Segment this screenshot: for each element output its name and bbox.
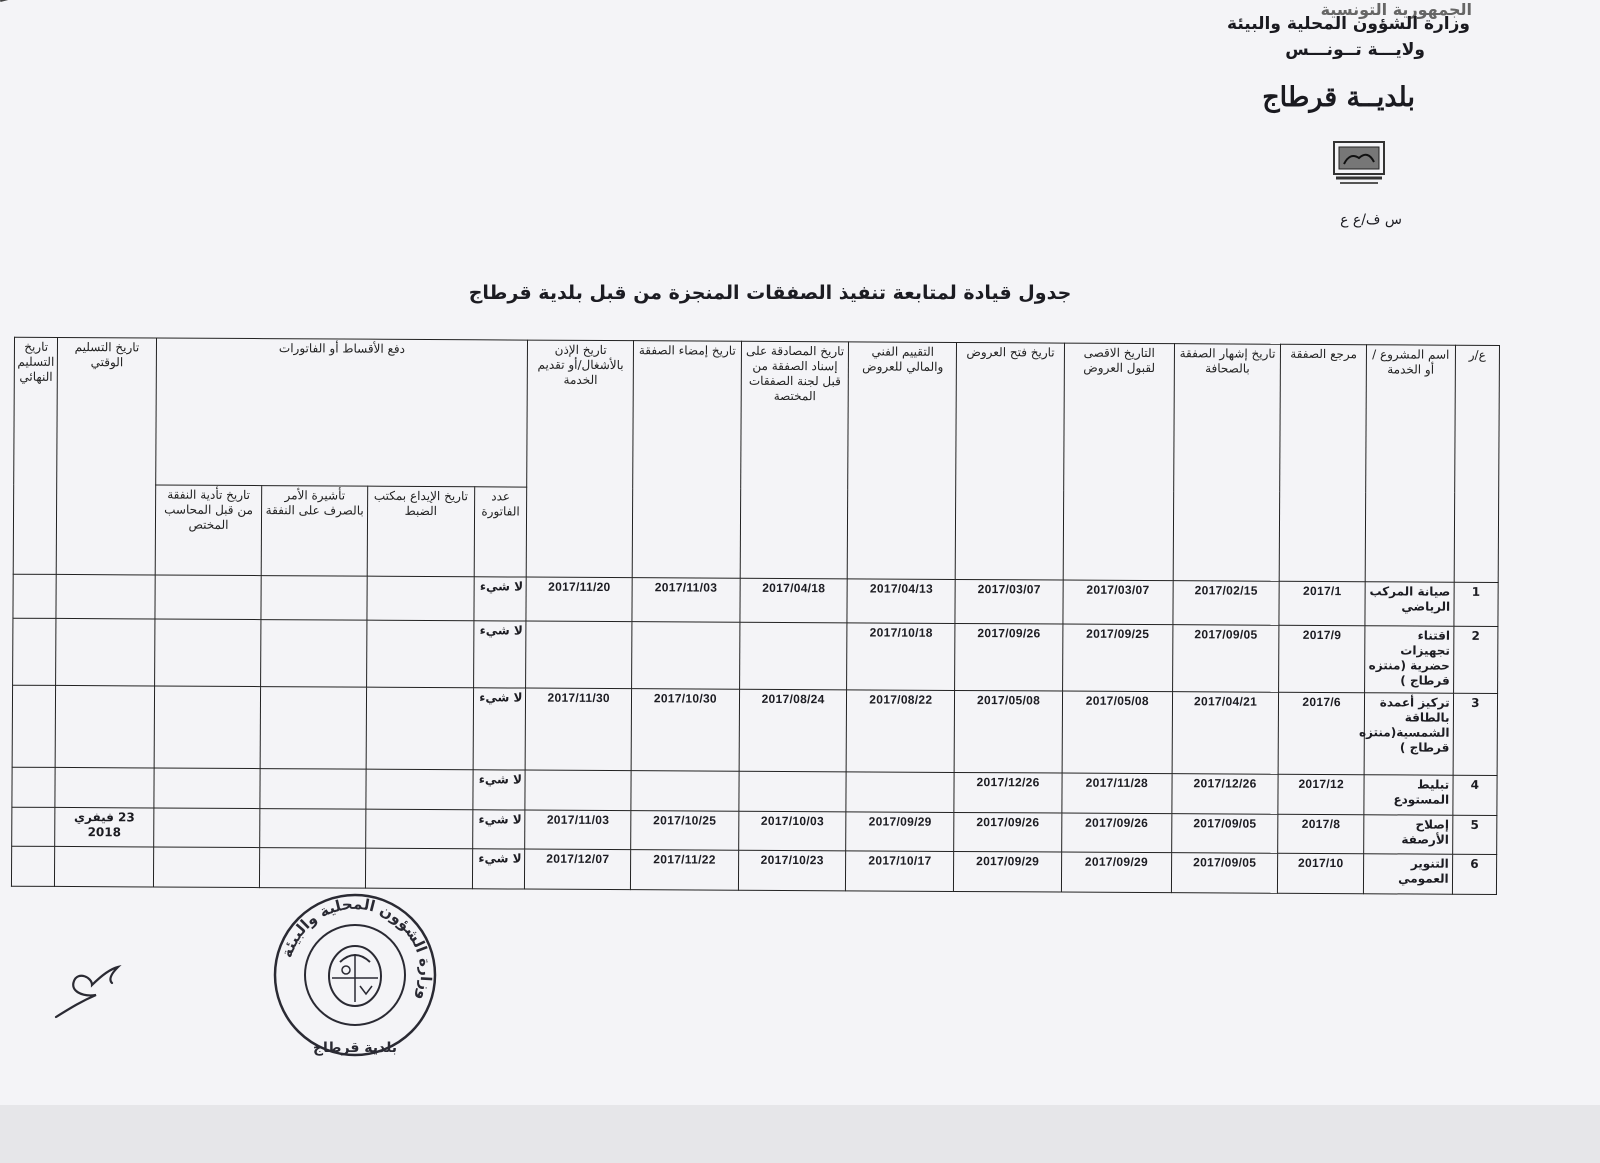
cell-order: 2017/11/30 [526, 688, 632, 771]
cell-num: 5 [1452, 815, 1497, 855]
col-header-order: تاريخ الإذن بالأشغال/أو تقديم الخدمة [527, 340, 634, 578]
cell-paid [153, 847, 260, 887]
cell-open: 2017/09/29 [954, 852, 1062, 892]
cell-visa [260, 848, 366, 888]
cell-deposit [367, 620, 474, 688]
cell-eval: 2017/10/18 [847, 623, 955, 691]
header-ministry: وزارة الشؤون المحلية والبيئة [1227, 14, 1470, 34]
scan-edge [0, 1105, 1600, 1163]
cell-deposit [366, 809, 473, 849]
header-municipality: بلديــة قرطاج [1262, 82, 1415, 113]
cell-invoice-count: لا شيء [472, 810, 525, 850]
cell-order: 2017/12/07 [525, 850, 631, 890]
cell-deadline: 2017/05/08 [1062, 691, 1172, 774]
table-header-row [14, 337, 1500, 492]
stamp-inner-text: بلدية قرطاج [312, 1040, 398, 1056]
col-header-paid: تاريخ تأدية النفقة من قبل المحاسب المختص [155, 485, 262, 576]
cell-sign: 2017/10/25 [631, 811, 739, 851]
cell-announce: 2017/09/05 [1171, 853, 1278, 893]
cell-eval: 2017/09/29 [846, 812, 954, 852]
cell-visa [260, 809, 366, 849]
cell-paid [153, 808, 260, 848]
cell-order: 2017/11/20 [526, 577, 632, 621]
cell-open: 2017/09/26 [955, 623, 1063, 691]
cell-ref: 2017/8 [1278, 814, 1364, 854]
table-row [13, 618, 1498, 694]
table-row [11, 847, 1496, 895]
cell-visa [261, 576, 367, 620]
cell-deposit [365, 849, 472, 889]
cell-prov-delivery [56, 686, 155, 769]
col-header-payments: دفع الأقساط أو الفاتورات [155, 338, 528, 487]
cell-announce: 2017/09/05 [1171, 814, 1278, 854]
col-header-eval: التقييم الفني والمالي للعروض [848, 342, 957, 580]
cell-prov-delivery [56, 574, 154, 618]
col-header-ref: مرجع الصفقة [1280, 344, 1367, 581]
cell-project: إصلاح الأرصفة [1364, 815, 1453, 855]
cell-deadline: 2017/09/29 [1061, 853, 1171, 893]
cell-num: 3 [1453, 694, 1498, 776]
cell-order [525, 770, 631, 810]
cell-deposit [366, 770, 473, 810]
col-header-approve: تاريخ المصادقة على إسناد الصفقة من قبل لجنة الصفقات المختصة [740, 341, 849, 579]
cell-visa [261, 619, 367, 687]
cell-final-delivery [13, 574, 57, 618]
cell-deadline: 2017/03/07 [1063, 580, 1173, 624]
col-header-deadline: التاريخ الاقصى لقبول العروض [1063, 343, 1174, 581]
cell-prov-delivery: 23 فيفري 2018 [55, 807, 153, 847]
header-republic: الجمهورية التونسية [1320, 0, 1472, 19]
cell-eval: 2017/08/22 [847, 690, 955, 773]
cell-ref: 2017/12 [1278, 775, 1364, 815]
cell-project: تركيز أعمدة بالطاقة الشمسية(منتزه قرطاج ) [1364, 693, 1453, 776]
cell-open: 2017/03/07 [955, 579, 1063, 623]
cell-deposit [366, 687, 473, 770]
cell-approve: 2017/10/03 [738, 811, 846, 851]
cell-sign: 2017/11/03 [632, 578, 740, 622]
cell-open: 2017/09/26 [954, 812, 1062, 852]
cell-visa [260, 687, 366, 770]
cell-approve: 2017/04/18 [740, 578, 848, 622]
col-header-final-delivery: تاريخ التسليم النهائي [13, 337, 58, 574]
cell-invoice-count: لا شيء [472, 849, 525, 889]
cell-prov-delivery [55, 768, 153, 808]
reference-code: س ف/ع ع [1340, 212, 1402, 228]
cell-deadline: 2017/09/25 [1062, 624, 1172, 692]
cell-deposit [367, 576, 474, 620]
cell-approve: 2017/08/24 [739, 690, 847, 773]
cell-paid [154, 768, 261, 808]
cell-order [526, 621, 632, 689]
cell-invoice-count: لا شيء [473, 688, 526, 770]
cell-ref: 2017/6 [1279, 693, 1365, 776]
col-header-open: تاريخ فتح العروض [955, 342, 1064, 580]
table-row [12, 685, 1497, 775]
cell-invoice-count: لا شيء [473, 620, 526, 688]
col-header-invoice-count: عدد الفاتورة [474, 487, 527, 577]
cell-final-delivery [12, 807, 56, 847]
cell-announce: 2017/02/15 [1173, 581, 1280, 625]
header-governorate: ولايـــة تــونـــس [1285, 40, 1425, 60]
cell-invoice-count: لا شيء [473, 770, 526, 810]
stamp-coat-of-arms-icon [329, 946, 381, 1006]
fold-line [0, 0, 83, 2]
col-header-announce: تاريخ إشهار الصفقة بالصحافة [1173, 344, 1281, 582]
cell-project: التنوير العمومي [1363, 854, 1452, 894]
cell-approve [739, 772, 847, 812]
cell-sign [631, 771, 739, 811]
document-title: جدول قيادة لمتابعة تنفيذ الصفقات المنجزة من قبل بلدية قرطاج [468, 282, 1072, 304]
handwritten-signature [52, 955, 128, 1025]
cell-ref: 2017/9 [1279, 625, 1365, 693]
col-header-deposit: تاريخ الإيداع بمكتب الضبط [367, 486, 474, 577]
cell-project: تبليط المستودع [1364, 775, 1453, 815]
cell-approve [739, 622, 847, 690]
cell-num: 6 [1452, 855, 1497, 895]
cell-sign: 2017/10/30 [631, 689, 739, 772]
cell-eval: 2017/04/13 [847, 579, 955, 623]
cell-paid [154, 619, 261, 687]
cell-num: 4 [1453, 776, 1498, 816]
municipality-emblem-icon [1330, 140, 1388, 186]
cell-num: 2 [1453, 626, 1498, 694]
cell-deadline: 2017/09/26 [1062, 813, 1172, 853]
cell-visa [260, 769, 366, 809]
cell-announce: 2017/12/26 [1172, 774, 1279, 814]
cell-announce: 2017/09/05 [1172, 624, 1279, 692]
cell-final-delivery [11, 847, 55, 887]
cell-prov-delivery [55, 847, 153, 887]
cell-order: 2017/11/03 [525, 810, 631, 850]
cell-sign [632, 621, 740, 689]
cell-eval: 2017/10/17 [846, 851, 954, 891]
cell-paid [154, 686, 261, 769]
cell-final-delivery [12, 768, 56, 808]
col-header-sign: تاريخ إمضاء الصفقة [632, 341, 741, 579]
cell-project: اقتناء تجهيزات حضرية (منتزه قرطاج ) [1365, 625, 1454, 693]
cell-project: صيانة المركب الرياضي [1365, 582, 1454, 626]
cell-approve: 2017/10/23 [738, 851, 846, 891]
stamp-outer-text: وزارة الشؤون المحلية والبيئة [277, 894, 436, 1003]
cell-open: 2017/12/26 [954, 773, 1062, 813]
cell-eval [846, 772, 954, 812]
cell-announce: 2017/04/21 [1172, 692, 1279, 775]
official-stamp [270, 890, 440, 1060]
contracts-table [11, 337, 1500, 895]
cell-final-delivery [13, 618, 57, 686]
cell-ref: 2017/10 [1278, 854, 1364, 894]
cell-open: 2017/05/08 [954, 691, 1062, 774]
col-header-num: ع/ر [1454, 345, 1500, 582]
cell-invoice-count: لا شيء [474, 577, 527, 621]
cell-prov-delivery [56, 618, 155, 686]
col-header-prov-delivery: تاريخ التسليم الوقتي [57, 337, 157, 575]
cell-deadline: 2017/11/28 [1062, 773, 1172, 813]
col-header-project: اسم المشروع /أو الخدمة [1365, 345, 1455, 582]
cell-final-delivery [12, 685, 56, 767]
cell-ref: 2017/1 [1279, 581, 1365, 625]
cell-sign: 2017/11/22 [630, 850, 738, 890]
col-header-visa: تأشيرة الأمر بالصرف على النفقة [262, 486, 368, 577]
cell-num: 1 [1454, 582, 1499, 626]
cell-paid [155, 575, 262, 619]
